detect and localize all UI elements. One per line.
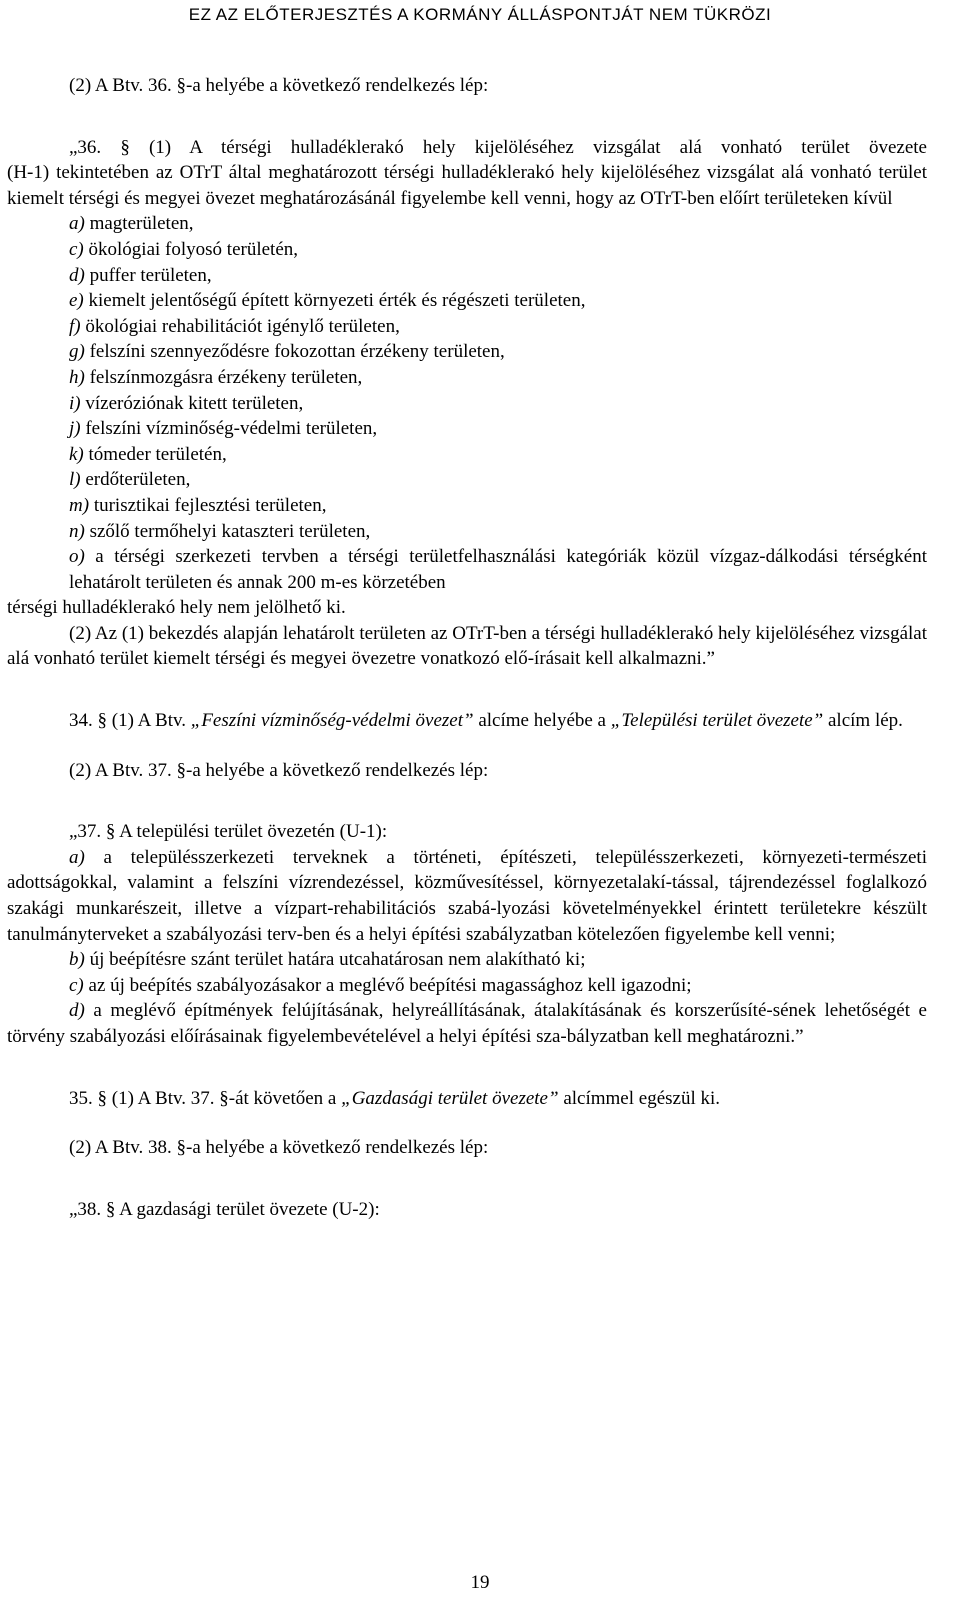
- list-item: [7, 947, 927, 973]
- page-header: EZ AZ ELŐTERJESZTÉS A KORMÁNY ÁLLÁSPONTJÁT NEM TÜKRÖZI: [188, 5, 772, 24]
- paragraph-btv-37-intro: (2) A Btv. 37. §-a helyébe a következő rendelkezés lép:: [69, 759, 489, 781]
- list-item-letter: i): [69, 392, 81, 414]
- list-item-letter: n): [69, 520, 85, 542]
- list-item: [7, 391, 927, 417]
- spacer: [7, 672, 927, 708]
- spacer: [7, 1050, 927, 1086]
- list-item: [7, 519, 927, 545]
- list-item-letter: e): [69, 290, 84, 312]
- paragraph-btv-36-intro: (2) A Btv. 36. §-a helyébe a következő rendelkezés lép:: [69, 75, 489, 96]
- list-item: [7, 845, 927, 947]
- spacer: [7, 734, 927, 758]
- list-item-letter: h): [69, 366, 85, 388]
- section-34-prefix: 34. § (1) A Btv.: [69, 710, 191, 732]
- list-item-text: magterületen,: [84, 213, 194, 235]
- list-item-text: a meglévő építmények felújításának, helyreállításának, átalakításának és korszerűsíté-sének lehetőségét e törvény szabályozási előírásainak figyelembevételével a helyi építési sza-bályzatban kell meghatározni.”: [7, 1000, 927, 1047]
- list-item-o: [7, 544, 927, 595]
- section-35-suffix: alcímmel egészül ki.: [558, 1087, 721, 1109]
- list-item-text: kiemelt jelentőségű épített környezeti érték és régészeti területen,: [83, 290, 586, 312]
- list-item-text: felszíni szennyeződésre fokozottan érzékeny területen,: [84, 341, 505, 363]
- list-item-letter: l): [69, 469, 81, 491]
- list-item-text: a településszerkezeti terveknek a történeti, építészeti, településszerkezeti, környezeti-természeti adottságokkal, valamint a felszíni vízrendezéssel, közművesítéssel, környezetalakí-tással, tájrendezéssel foglalkozó szakági munkarészeit, illetve a vízpart-rehabilitációs szabá-lyozási követelményekkel érintett területekre készült tanulmányterveket a szabályozási terv-ben és a helyi építési szabályzatban kötelezően figyelembe kell venni;: [7, 846, 927, 945]
- list-item: [7, 211, 927, 237]
- list-item-letter: f): [69, 315, 81, 337]
- list-item-letter: a): [69, 213, 85, 235]
- spacer: [7, 99, 927, 135]
- list-item-text: az új beépítés szabályozásakor a meglévő beépítési magassághoz kell igazodni;: [83, 974, 692, 996]
- list-item: [7, 998, 927, 1049]
- list-item-letter: c): [69, 238, 84, 260]
- list-item-letter: m): [69, 494, 90, 516]
- section-35-prefix: 35. § (1) A Btv. 37. §-át követően a: [69, 1087, 342, 1109]
- list-item-letter: d): [69, 1000, 85, 1022]
- list-item-text: ökológiai rehabilitációt igénylő területen,: [80, 315, 400, 337]
- paragraph-section-34: [7, 708, 927, 734]
- list-item: [7, 467, 927, 493]
- list-item-text: szőlő termőhelyi kataszteri területen,: [84, 520, 371, 542]
- section-34-old-title: „Feszíni vízminőség-védelmi övezet”: [190, 710, 474, 732]
- list-item: [7, 365, 927, 391]
- list-item: [7, 263, 927, 289]
- list-item: [7, 973, 927, 999]
- list-item: [7, 314, 927, 340]
- list-item: [7, 339, 927, 365]
- spacer: [7, 783, 927, 819]
- paragraph-section-35: [7, 1086, 927, 1112]
- list-item-letter: k): [69, 443, 84, 465]
- document-body: [7, 73, 927, 1222]
- page-number: 19: [470, 1572, 490, 1593]
- section-37-title: „37. § A települési terület övezetén (U-1):: [69, 821, 388, 843]
- list-item-text: ökológiai folyosó területén,: [83, 238, 298, 260]
- list-item-text: felszíni vízminőség-védelmi területen,: [80, 418, 378, 440]
- paragraph-36-2: (2) Az (1) bekezdés alapján lehatárolt területen az OTrT-ben a térségi hulladéklerakó hely kijelöléséhez vizsgálat alá vonható terület kiemelt térségi és megyei övezetre vonatkozó elő-írásait kell alkalmazni.”: [7, 622, 927, 670]
- list-36-items: [7, 211, 927, 595]
- spacer: [7, 1161, 927, 1197]
- paragraph-btv-38-intro: (2) A Btv. 38. §-a helyébe a következő rendelkezés lép:: [69, 1137, 489, 1159]
- list-item: [7, 442, 927, 468]
- list-item-letter: o): [69, 546, 85, 568]
- list-item-letter: a): [69, 846, 85, 868]
- list-item-text: felszínmozgásra érzékeny területen,: [84, 366, 363, 388]
- list-item-letter: c): [69, 974, 84, 996]
- list-item-text: puffer területen,: [84, 264, 212, 286]
- list-item-text: vízeróziónak kitett területen,: [80, 392, 304, 414]
- list-item-text: tómeder területén,: [83, 443, 227, 465]
- list-item-letter: b): [69, 949, 85, 971]
- list-item: [7, 493, 927, 519]
- list-item-text: erdőterületen,: [80, 469, 191, 491]
- list-item: [7, 237, 927, 263]
- paragraph-36-first-line: „36. § (1) A térségi hulladéklerakó hely kijelöléséhez vizsgálat alá vonható terület övezete: [69, 136, 927, 158]
- paragraph-36-tail: térségi hulladéklerakó hely nem jelölhető ki.: [7, 597, 346, 619]
- section-34-new-title: „Települési terület övezete”: [610, 710, 824, 732]
- list-item: [7, 288, 927, 314]
- list-item-text: a térségi szerkezeti tervben a térségi területfelhasználási kategóriák közül vízgaz-dálkodási térségként lehatárolt területen és annak 200 m-es körzetében: [69, 546, 927, 593]
- section-38-title: „38. § A gazdasági terület övezete (U-2):: [69, 1198, 380, 1220]
- section-35-new-title: „Gazdasági terület övezete”: [341, 1087, 559, 1109]
- paragraph-36-body: (H-1) tekintetében az OTrT által meghatározott térségi hulladéklerakó hely kijelöléséhez vizsgálat alá vonható terület kiemelt térségi és megyei övezet meghatározásánál figyelembe kell venni, hogy az OTrT-ben előírt területeken kívül: [7, 162, 927, 209]
- list-item-text: új beépítésre szánt terület határa utcahatárosan nem alakítható ki;: [84, 949, 586, 971]
- list-item-letter: j): [69, 418, 81, 440]
- list-item: [7, 416, 927, 442]
- list-item-text: turisztikai fejlesztési területen,: [89, 494, 327, 516]
- list-item-letter: g): [69, 341, 85, 363]
- spacer: [7, 1111, 927, 1135]
- section-34-suffix: alcím lép.: [823, 710, 903, 732]
- list-item-letter: d): [69, 264, 85, 286]
- section-34-mid: alcíme helyébe a: [473, 710, 611, 732]
